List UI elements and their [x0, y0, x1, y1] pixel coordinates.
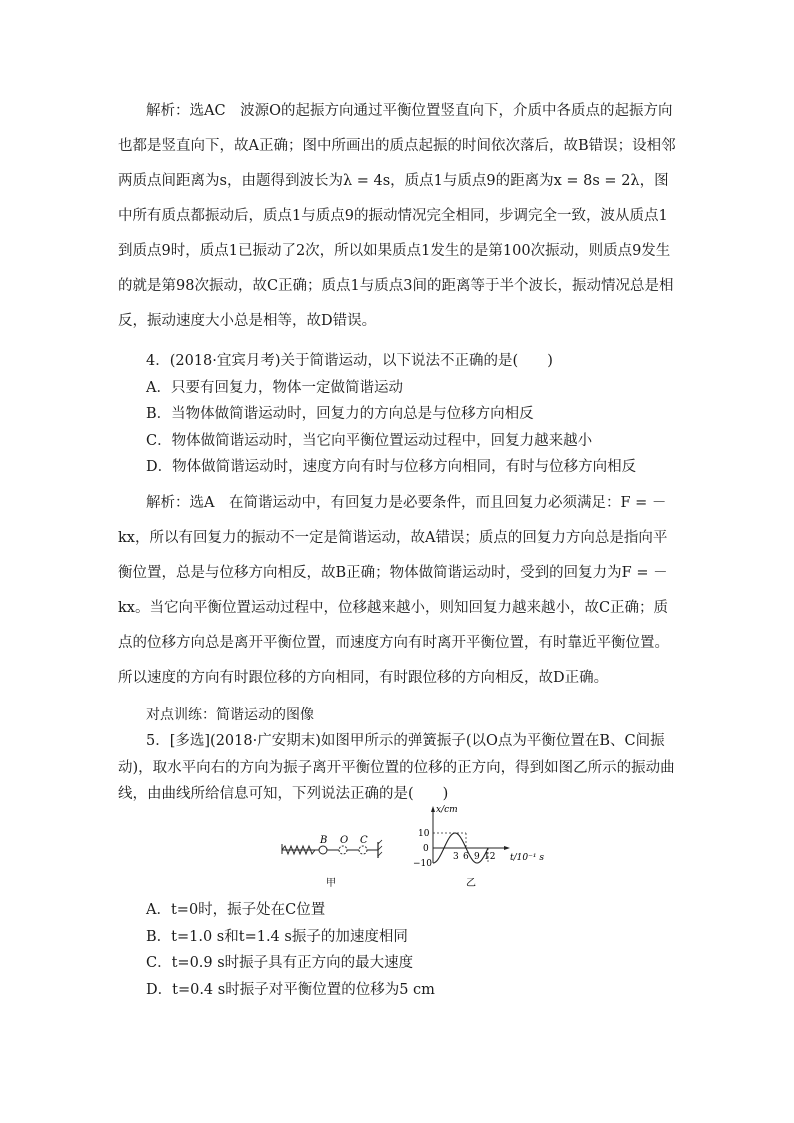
q5-option-b: B．t=1.0 s和t=1.4 s振子的加速度相同 — [146, 928, 408, 945]
x-tick-12: 12 — [484, 852, 496, 862]
question-4 — [118, 348, 678, 481]
q3-explanation-text: 解析：选AC 波源O的起振方向通过平衡位置竖直向下，介质中各质点的起振方向也都是竖直向下，故A正确；图中所画出的质点起振的时间依次落后，故B错误；设相邻两质点间距离为s，由题得到波长为λ = 4s，质点1与质点9的距离为x = 8s = 2λ，图中所有质点都振动后，质点1与质点9的振动情况完全相同，步调完全一致，波从质点1到质点9时，质点1已振动了2次，所以如果质点1发生的是第100次振动，则质点9发生的就是第98次振动，故C正确；质点1与质点3间的距离等于半个波长，振动情况总是相反，振动速度大小总是相等，故D错误。 — [118, 103, 676, 329]
label-o: O — [340, 835, 349, 846]
q5-figure — [270, 800, 560, 890]
vibration-graph — [413, 805, 544, 889]
caption-yi: 乙 — [466, 878, 476, 889]
q4-option-c: C．物体做简谐运动时，当它向平衡位置运动过程中，回复力越来越小 — [146, 432, 593, 449]
x-tick-3: 3 — [453, 852, 459, 862]
ball-o — [339, 846, 347, 854]
label-b: B — [320, 835, 328, 846]
x-tick-9: 9 — [474, 852, 480, 862]
q5-option-c: C．t=0.9 s时振子具有正方向的最大速度 — [146, 955, 414, 971]
y-tick-10: 10 — [418, 829, 430, 839]
q5-stem: 5．[多选](2018·广安期末)如图甲所示的弹簧振子(以O点为平衡位置在B、C间振动)，取水平向右的方向为振子离开平衡位置的位移的正方向，得到如图乙所示的振动曲线，由曲线所给信息可知，下列说法正确的是( ) — [118, 733, 675, 802]
label-c: C — [360, 835, 368, 846]
q4-stem: 4．(2018·宜宾月考)关于简谐运动，以下说法不正确的是( ) — [146, 353, 553, 369]
spring-coil — [282, 846, 315, 854]
x-tick-6: 6 — [463, 852, 469, 862]
q4-option-d: D．物体做简谐运动时，速度方向有时与位移方向相同，有时与位移方向相反 — [146, 459, 637, 475]
question-5 — [118, 728, 678, 808]
y-tick-neg10: −10 — [413, 859, 432, 869]
q5-option-a: A．t=0时，振子处在C位置 — [146, 902, 326, 918]
q4-explanation-text: 解析：选A 在简谐运动中，有回复力是必要条件，而且回复力必须满足：F = －kx，所以有回复力的振动不一定是简谐运动，故A错误；质点的回复力方向总是指向平衡位置，总是与位移方向相反，故B正确；物体做简谐运动时，受到的回复力为F = －kx。当它向平衡位置运动过程中，位移越来越小，则知回复力越来越小，故C正确；质点的位移方向总是离开平衡位置，而速度方向有时离开平衡位置，有时靠近平衡位置。所以速度的方向有时跟位移的方向相同，有时跟位移的方向相反，故D正确。 — [118, 495, 669, 686]
figure-svg — [270, 800, 560, 890]
y-axis-label: x/cm — [436, 805, 458, 815]
x-axis-label: t/10⁻¹ s — [510, 853, 544, 863]
q5-option-d: D．t=0.4 s时振子对平衡位置的位移为5 cm — [146, 981, 435, 998]
y-tick-0: 0 — [423, 844, 429, 854]
q3-explanation — [118, 94, 678, 339]
q4-option-b: B．当物体做简谐运动时，回复力的方向总是与位移方向相反 — [146, 406, 534, 422]
q5-options — [118, 897, 678, 1003]
y-axis-arrow — [431, 806, 435, 812]
ball-c — [359, 846, 367, 854]
x-axis-arrow — [504, 846, 510, 850]
spring-oscillator-diagram — [282, 835, 382, 889]
caption-jia: 甲 — [326, 878, 336, 889]
q4-option-a: A．只要有回复力，物体一定做简谐运动 — [146, 379, 403, 396]
q4-explanation — [118, 486, 678, 696]
section-title: 对点训练：简谐运动的图像 — [146, 707, 314, 723]
ball-b — [319, 846, 327, 854]
